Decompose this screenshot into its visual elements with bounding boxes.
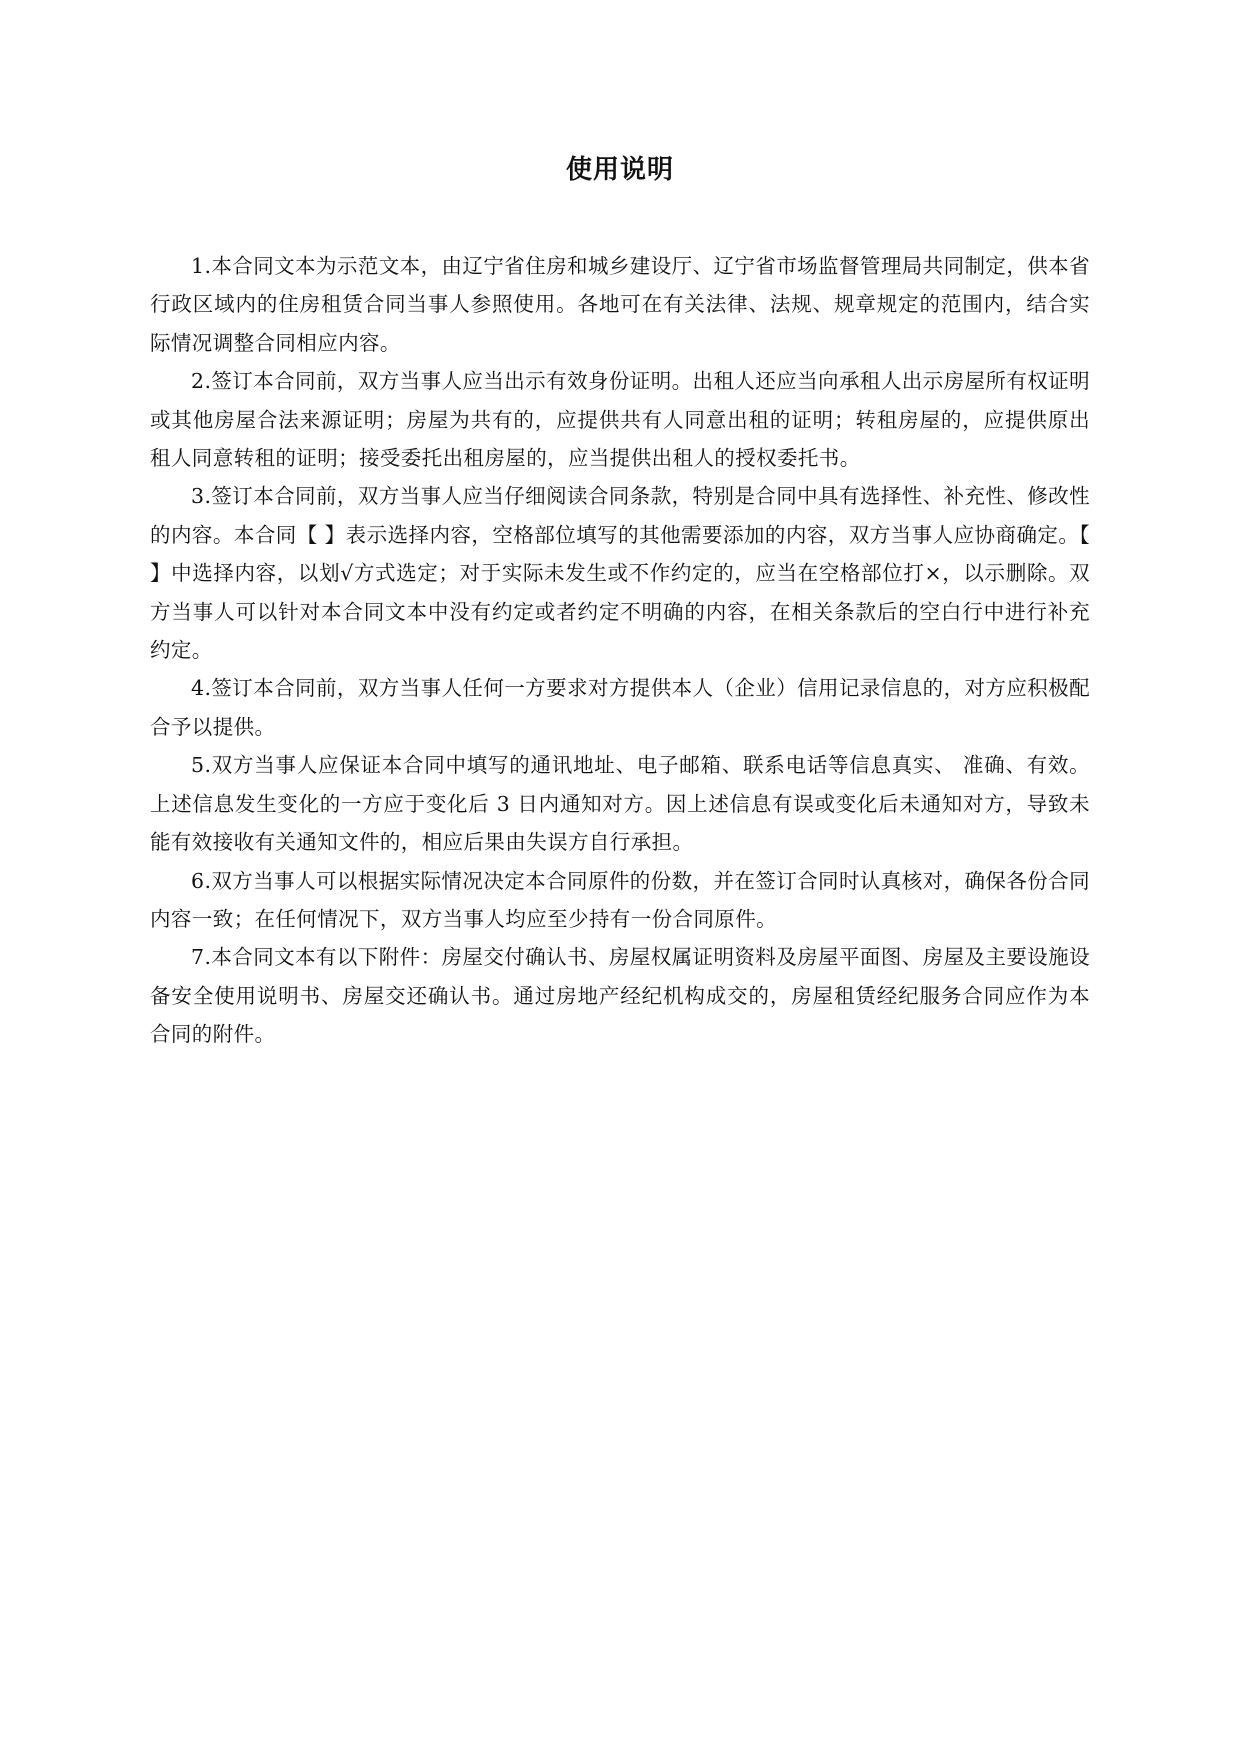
paragraph-1: 1.本合同文本为示范文本，由辽宁省住房和城乡建设厅、辽宁省市场监督管理局共同制定，供本省行政区域内的住房租赁合同当事人参照使用。各地可在有关法律、法规、规章规定的范围内，结合实际情况调整合同相应内容。 (150, 254, 1090, 355)
paragraph-3: 3.签订本合同前，双方当事人应当仔细阅读合同条款，特别是合同中具有选择性、补充性、修改性的内容。本合同【 】表示选择内容，空格部位填写的其他需要添加的内容，双方当事人应协商确定。【 】中选择内容，以划√方式选定；对于实际未发生或不作约定的，应当在空格部位打×，以示删除。双方当事人可以针对本合同文本中没有约定或者约定不明确的内容，在相关条款后的空白行中进行补充约定。 (150, 484, 1090, 663)
paragraph-2: 2.签订本合同前，双方当事人应当出示有效身份证明。出租人还应当向承租人出示房屋所有权证明或其他房屋合法来源证明；房屋为共有的，应提供共有人同意出租的证明；转租房屋的，应提供原出租人同意转租的证明；接受委托出租房屋的，应当提供出租人的授权委托书。 (150, 369, 1090, 471)
paragraph-6: 6.双方当事人可以根据实际情况决定本合同原件的份数，并在签订合同时认真核对，确保各份合同内容一致；在任何情况下，双方当事人均应至少持有一份合同原件。 (150, 868, 1090, 931)
paragraph-7: 7.本合同文本有以下附件：房屋交付确认书、房屋权属证明资料及房屋平面图、房屋及主要设施设备安全使用说明书、房屋交还确认书。通过房地产经纪机构成交的，房屋租赁经纪服务合同应作为本合同的附件。 (150, 945, 1090, 1047)
instructions-body (150, 247, 1090, 1054)
paragraph-4: 4.签订本合同前，双方当事人任何一方要求对方提供本人（企业）信用记录信息的，对方应积极配合予以提供。 (150, 676, 1090, 739)
paragraph-5: 5.双方当事人应保证本合同中填写的通讯地址、电子邮箱、联系电话等信息真实、 准确、有效。上述信息发生变化的一方应于变化后 3 日内通知对方。因上述信息有误或变化后未通知对方，导致未能有效接收有关通知文件的，相应后果由失误方自行承担。 (150, 753, 1090, 855)
page-title: 使用说明 (565, 155, 674, 185)
